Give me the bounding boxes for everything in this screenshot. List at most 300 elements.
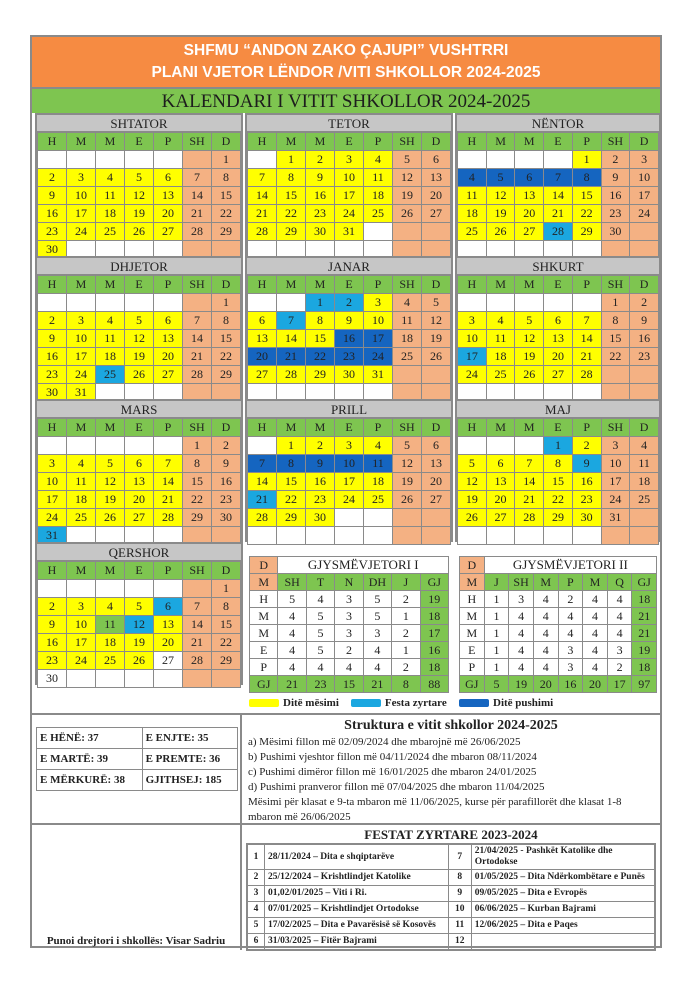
week-row [458, 205, 659, 223]
day-cell: 18 [630, 473, 659, 491]
day-cell: 11 [364, 169, 393, 187]
day-cell: 12 [96, 473, 125, 491]
day-cell: 9 [212, 455, 241, 473]
signature-panel [32, 823, 242, 950]
day-cell: 27 [422, 491, 451, 509]
week-row [458, 437, 659, 455]
hours-cell: 1 [392, 642, 420, 659]
day-cell: 29 [544, 509, 573, 527]
day-cell: 24 [335, 491, 364, 509]
day-cell: 8 [277, 455, 306, 473]
day-cell: 6 [154, 312, 183, 330]
day-cell: 28 [277, 366, 306, 384]
day-cell: 12 [422, 312, 451, 330]
months-grid [34, 113, 662, 712]
weekday-header: D [212, 133, 241, 151]
day-cell [67, 580, 96, 598]
weekday-header: M [486, 419, 515, 437]
month-days-table [457, 275, 659, 402]
hours-cell: M [250, 625, 278, 642]
day-cell: 28 [248, 223, 277, 241]
hours-cell: H [460, 591, 485, 608]
day-cell [96, 580, 125, 598]
month-name: NËNTOR [457, 115, 659, 132]
day-cell: 9 [630, 312, 659, 330]
week-row [458, 455, 659, 473]
day-cell: 19 [393, 187, 422, 205]
day-cell: 2 [630, 294, 659, 312]
day-cell [38, 151, 67, 169]
structure-note: Mësimi për klasat e 9-ta mbaron më 11/06/2025, kurse për parafillorët dhe klasat 1-8 mbaron më 26/06/2025 [248, 796, 622, 823]
day-cell: 7 [183, 169, 212, 187]
day-cell: 23 [630, 348, 659, 366]
day-cell: 19 [125, 348, 154, 366]
holiday-swatch-icon [351, 699, 381, 707]
week-row [38, 652, 241, 670]
day-cell: 24 [601, 491, 630, 509]
hours-cell: 19 [420, 591, 448, 608]
month-days-table [37, 275, 241, 402]
day-cell: 30 [335, 366, 364, 384]
day-cell [212, 670, 241, 688]
day-cell: 14 [277, 330, 306, 348]
month-days-table [37, 561, 241, 688]
day-cell: 13 [486, 473, 515, 491]
holiday-number: 11 [448, 918, 471, 934]
hours-cell: 1 [484, 608, 509, 625]
day-cell: 11 [393, 312, 422, 330]
day-cell: 24 [630, 205, 659, 223]
day-cell: 18 [364, 473, 393, 491]
weekday-row [460, 659, 657, 676]
weekday-header: P [364, 276, 393, 294]
day-cell: 19 [125, 205, 154, 223]
day-cell: 14 [544, 187, 573, 205]
day-cell: 15 [601, 330, 630, 348]
hours-cell: 3 [335, 591, 363, 608]
day-cell: 11 [486, 330, 515, 348]
day-cell: 8 [212, 598, 241, 616]
weekday-header: D [422, 419, 451, 437]
day-cell: 7 [248, 169, 277, 187]
weekday-header: E [335, 133, 364, 151]
hours-cell: 5 [278, 591, 306, 608]
day-cell: 11 [96, 187, 125, 205]
day-cell: 10 [601, 455, 630, 473]
day-cell [364, 223, 393, 241]
day-cell [125, 670, 154, 688]
stat-tuesday: E MARTË: 39 [37, 749, 143, 770]
day-cell: 26 [125, 366, 154, 384]
weekday-header: M [96, 562, 125, 580]
day-cell: 12 [458, 473, 487, 491]
weekday-header: SH [183, 133, 212, 151]
month-column-header: M [583, 574, 608, 591]
day-cell: 22 [544, 491, 573, 509]
corner-label: M [250, 574, 278, 591]
day-cell: 3 [364, 294, 393, 312]
weekday-header: D [630, 133, 659, 151]
hours-cell: 2 [392, 625, 420, 642]
day-cell: 8 [306, 312, 335, 330]
week-row [38, 455, 241, 473]
hours-cell: 4 [583, 642, 608, 659]
weekday-header: E [125, 276, 154, 294]
day-cell [96, 437, 125, 455]
day-cell [335, 509, 364, 527]
week-row [248, 437, 451, 455]
day-cell: 22 [212, 634, 241, 652]
day-cell: 24 [67, 223, 96, 241]
day-cell: 9 [572, 455, 601, 473]
hours-cell: 21 [632, 608, 657, 625]
total-cell: 23 [306, 676, 334, 693]
day-cell: 30 [38, 241, 67, 259]
day-cell: 2 [306, 437, 335, 455]
day-cell: 15 [277, 473, 306, 491]
day-cell: 10 [630, 169, 659, 187]
day-cell: 30 [38, 384, 67, 402]
day-cell: 27 [544, 366, 573, 384]
week-row [458, 294, 659, 312]
day-cell [422, 509, 451, 527]
day-cell: 12 [125, 616, 154, 634]
day-cell: 25 [630, 491, 659, 509]
day-cell: 29 [212, 652, 241, 670]
day-cell: 20 [248, 348, 277, 366]
week-row [458, 330, 659, 348]
day-cell [422, 223, 451, 241]
weekday-row [250, 591, 449, 608]
day-cell: 29 [277, 509, 306, 527]
weekday-header: SH [393, 419, 422, 437]
day-cell: 27 [154, 366, 183, 384]
month-name: PRILL [247, 401, 451, 418]
day-cell: 4 [486, 312, 515, 330]
day-cell: 19 [515, 348, 544, 366]
weekday-header: E [335, 276, 364, 294]
week-row [38, 366, 241, 384]
day-cell: 5 [393, 151, 422, 169]
hours-cell: 16 [420, 642, 448, 659]
day-cell: 29 [212, 366, 241, 384]
day-cell: 4 [458, 169, 487, 187]
day-cell [154, 437, 183, 455]
day-cell: 9 [306, 169, 335, 187]
day-cell: 8 [212, 169, 241, 187]
hours-cell: 17 [420, 625, 448, 642]
legend-school-day: Ditë mësimi [283, 697, 339, 709]
day-cell: 26 [125, 223, 154, 241]
day-cell: 18 [458, 205, 487, 223]
week-row [38, 616, 241, 634]
day-cell: 5 [515, 312, 544, 330]
hours-cell: 4 [509, 642, 534, 659]
day-cell: 10 [38, 473, 67, 491]
week-row [38, 473, 241, 491]
day-cell: 16 [38, 205, 67, 223]
weekday-header: P [154, 562, 183, 580]
day-cell: 8 [212, 312, 241, 330]
official-holidays [242, 823, 660, 950]
hours-cell: 2 [335, 642, 363, 659]
week-row [38, 348, 241, 366]
stat-total: GJITHSEJ: 185 [142, 770, 237, 791]
day-cell: 23 [38, 652, 67, 670]
day-cell: 16 [601, 187, 630, 205]
weekday-header: D [212, 419, 241, 437]
day-cell: 8 [572, 169, 601, 187]
weekday-header: M [67, 133, 96, 151]
day-cell [154, 670, 183, 688]
school-day-swatch-icon [249, 699, 279, 707]
day-cell: 20 [154, 634, 183, 652]
hours-cell: 4 [306, 659, 334, 676]
day-stats-table [36, 727, 238, 791]
day-cell: 6 [248, 312, 277, 330]
month-column-header: SH [278, 574, 306, 591]
day-cell [248, 294, 277, 312]
month-mars [35, 399, 243, 542]
month-qershor [35, 542, 243, 685]
weekday-header: H [38, 133, 67, 151]
month-days-table [457, 132, 659, 259]
week-row [38, 187, 241, 205]
day-cell: 4 [364, 151, 393, 169]
day-cell: 17 [601, 473, 630, 491]
day-cell [96, 151, 125, 169]
day-cell: 1 [601, 294, 630, 312]
holiday-entry: 28/11/2024 – Dita e shqiptarëve [265, 844, 449, 870]
week-row [38, 670, 241, 688]
week-row [38, 151, 241, 169]
total-cell: 17 [607, 676, 632, 693]
day-cell: 26 [96, 509, 125, 527]
hours-cell: 5 [306, 625, 334, 642]
day-cell: 5 [125, 312, 154, 330]
day-cell: 16 [335, 330, 364, 348]
day-cell: 16 [630, 330, 659, 348]
day-cell: 24 [364, 348, 393, 366]
total-cell: 20 [583, 676, 608, 693]
week-row [248, 509, 451, 527]
day-cell: 22 [277, 205, 306, 223]
day-cell: 1 [306, 294, 335, 312]
day-cell: 17 [67, 205, 96, 223]
day-cell: 16 [38, 634, 67, 652]
corner-label: D [460, 557, 485, 574]
day-cell: 25 [364, 205, 393, 223]
day-cell: 21 [544, 205, 573, 223]
day-cell: 22 [212, 205, 241, 223]
day-cell: 2 [38, 169, 67, 187]
holiday-row [247, 870, 655, 886]
day-cell: 4 [96, 312, 125, 330]
weekday-header: D [630, 419, 659, 437]
hours-cell: 5 [363, 591, 391, 608]
semester-hours-table [459, 556, 657, 693]
day-cell [38, 437, 67, 455]
weekday-header: D [212, 562, 241, 580]
month-days-table [457, 418, 659, 545]
weekday-row [250, 659, 449, 676]
weekday-header: M [67, 276, 96, 294]
day-cell: 23 [335, 348, 364, 366]
day-cell [277, 294, 306, 312]
day-cell: 12 [125, 330, 154, 348]
day-cell: 7 [544, 169, 573, 187]
calendar-document [30, 35, 662, 948]
week-row [248, 312, 451, 330]
day-cell: 1 [212, 294, 241, 312]
day-cell: 19 [125, 634, 154, 652]
month-name: DHJETOR [37, 258, 241, 275]
day-cell: 1 [183, 437, 212, 455]
calendar-title: KALENDARI I VITIT SHKOLLOR 2024-2025 [32, 87, 660, 113]
day-cell [248, 151, 277, 169]
day-cell: 6 [422, 151, 451, 169]
week-row [248, 348, 451, 366]
weekday-header: E [335, 419, 364, 437]
weekday-row [250, 625, 449, 642]
total-cell: GJ [460, 676, 485, 693]
day-cell [544, 151, 573, 169]
day-stats-panel [32, 713, 242, 823]
day-cell: 5 [422, 294, 451, 312]
day-cell: 30 [306, 223, 335, 241]
total-cell: 97 [632, 676, 657, 693]
semester-2-table [455, 542, 661, 712]
day-cell: 9 [38, 616, 67, 634]
day-cell [125, 151, 154, 169]
hours-cell: 5 [306, 608, 334, 625]
hours-cell: 4 [533, 591, 558, 608]
weekday-header: M [306, 419, 335, 437]
day-cell: 31 [38, 527, 67, 545]
weekday-header: E [125, 562, 154, 580]
day-cell [96, 294, 125, 312]
day-cell: 14 [515, 473, 544, 491]
week-row [458, 473, 659, 491]
signature: Punoi drejtori i shkollës: Visar Sadriu [46, 935, 226, 947]
day-cell: 16 [306, 187, 335, 205]
day-cell: 30 [601, 223, 630, 241]
legend [249, 695, 449, 711]
day-cell: 4 [67, 455, 96, 473]
corner-label: D [250, 557, 278, 574]
day-cell [422, 366, 451, 384]
holiday-entry: 01/05/2025 – Dita Ndërkombëtare e Punës [471, 870, 655, 886]
month-column-header: P [558, 574, 583, 591]
day-cell: 31 [67, 384, 96, 402]
day-cell: 27 [422, 205, 451, 223]
day-cell: 1 [212, 580, 241, 598]
day-cell [38, 580, 67, 598]
weekday-header: M [277, 133, 306, 151]
month-column-header: SH [509, 574, 534, 591]
day-cell: 28 [154, 509, 183, 527]
break-swatch-icon [459, 699, 489, 707]
day-cell: 22 [212, 348, 241, 366]
hours-cell: 4 [533, 625, 558, 642]
holiday-number: 12 [448, 934, 471, 951]
day-cell: 30 [38, 670, 67, 688]
month-column-header: J [392, 574, 420, 591]
day-cell: 18 [96, 634, 125, 652]
school-name: SHFMU “ANDON ZAKO ÇAJUPI” VUSHTRRI [183, 42, 509, 59]
day-cell [393, 509, 422, 527]
day-cell: 21 [572, 348, 601, 366]
day-cell [630, 223, 659, 241]
hours-cell: 3 [335, 625, 363, 642]
month-days-table [37, 132, 241, 259]
month-column-header: J [484, 574, 509, 591]
hours-cell: P [460, 659, 485, 676]
weekday-header: P [572, 133, 601, 151]
day-cell: 13 [248, 330, 277, 348]
day-cell [486, 294, 515, 312]
day-cell: 25 [393, 348, 422, 366]
week-row [458, 312, 659, 330]
hours-cell: 4 [363, 659, 391, 676]
day-cell: 30 [306, 509, 335, 527]
day-cell: 19 [486, 205, 515, 223]
day-cell: 20 [125, 491, 154, 509]
holiday-entry [471, 934, 655, 951]
day-cell: 20 [544, 348, 573, 366]
weekday-header: SH [601, 133, 630, 151]
holidays-table [246, 843, 656, 951]
day-cell: 12 [393, 455, 422, 473]
month-nëntor [455, 113, 661, 256]
day-cell: 28 [248, 509, 277, 527]
day-cell: 18 [67, 491, 96, 509]
total-cell: 20 [533, 676, 558, 693]
holiday-number: 8 [448, 870, 471, 886]
structure-title: Struktura e vitit shkollor 2024-2025 [344, 718, 558, 733]
day-cell: 26 [393, 491, 422, 509]
day-cell: 20 [422, 187, 451, 205]
weekday-header: SH [393, 133, 422, 151]
month-name: SHKURT [457, 258, 659, 275]
day-cell: 27 [154, 652, 183, 670]
holidays-title: FESTAT ZYRTARE 2023-2024 [364, 827, 538, 842]
week-row [38, 205, 241, 223]
month-maj [455, 399, 661, 542]
day-cell: 4 [364, 437, 393, 455]
day-cell: 15 [212, 330, 241, 348]
day-cell: 3 [458, 312, 487, 330]
hours-cell: 4 [533, 659, 558, 676]
day-cell [154, 294, 183, 312]
day-cell: 6 [125, 455, 154, 473]
month-column-header: N [335, 574, 363, 591]
day-cell: 31 [335, 223, 364, 241]
day-cell: 13 [154, 330, 183, 348]
month-column-header: GJ [420, 574, 448, 591]
month-name: MARS [37, 401, 241, 418]
holiday-entry: 07/01/2025 – Krishtlindjet Ortodokse [265, 902, 449, 918]
weekday-header: SH [601, 419, 630, 437]
total-cell: 5 [484, 676, 509, 693]
day-cell: 2 [601, 151, 630, 169]
day-cell: 4 [96, 169, 125, 187]
day-cell [544, 294, 573, 312]
holiday-entry: 25/12/2024 – Krishtlindjet Katolike [265, 870, 449, 886]
weekday-header: M [486, 133, 515, 151]
day-cell: 18 [486, 348, 515, 366]
day-cell: 20 [486, 491, 515, 509]
